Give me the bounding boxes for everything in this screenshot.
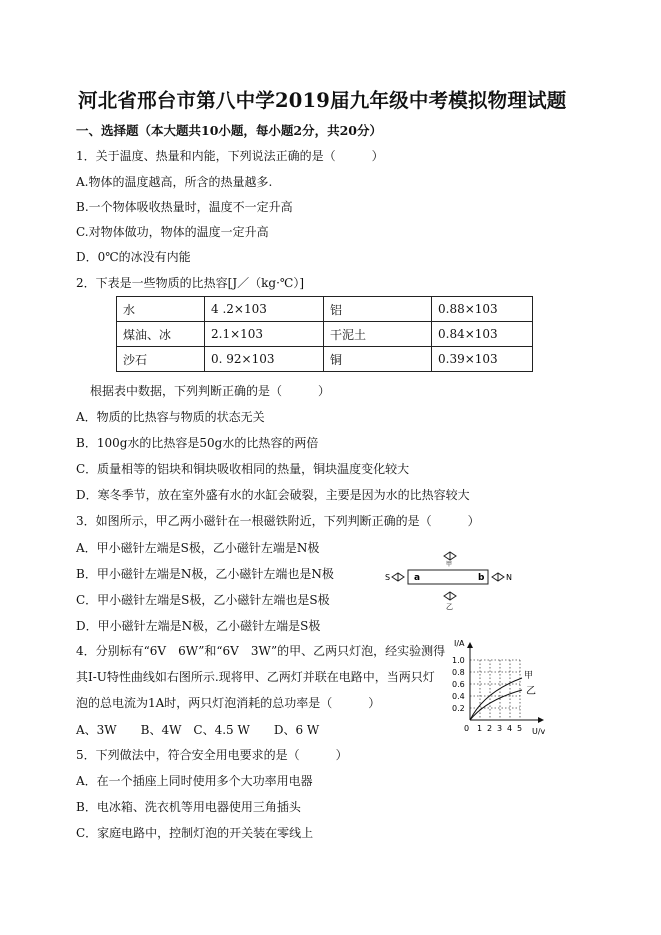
q2-option-c: C．质量相等的铝块和铜块吸收相同的热量，铜块温度变化较大 — [76, 462, 410, 476]
table-cell: 铜 — [324, 347, 432, 372]
q1-stem: 1．关于温度、热量和内能，下列说法正确的是（ ） — [76, 149, 384, 163]
q2-option-d: D．寒冬季节，放在室外盛有水的水缸会破裂，主要是因为水的比热容较大 — [76, 488, 470, 502]
x-tick: 5 — [517, 724, 523, 733]
specific-heat-table — [116, 296, 533, 372]
x-axis-arrow — [538, 717, 544, 723]
q4-line-3: 泡的总电流为1A时，两只灯泡消耗的总功率是（ ） — [76, 696, 381, 710]
table-cell: 0.88×103 — [432, 297, 533, 322]
left-needle-label: S — [385, 573, 391, 582]
table-cell: 0.39×103 — [432, 347, 533, 372]
graph-grid — [470, 660, 520, 720]
q3-option-a: A．甲小磁针左端是S极，乙小磁针左端是N极 — [76, 541, 320, 555]
x-tick: 1 — [477, 724, 483, 733]
table-cell: 铝 — [324, 297, 432, 322]
right-needle-label: N — [506, 573, 512, 582]
table-cell: 4 .2×103 — [205, 297, 324, 322]
origin-label: 0 — [464, 724, 470, 733]
table-cell: 沙石 — [117, 347, 205, 372]
left-needle — [392, 573, 404, 581]
q3-stem: 3．如图所示，甲乙两小磁针在一根磁铁附近，下列判断正确的是（ ） — [76, 514, 480, 528]
right-needle — [492, 573, 504, 581]
magnet-end-a: a — [414, 573, 421, 583]
x-axis-label: U/v — [532, 727, 546, 736]
magnet-end-b: b — [478, 573, 485, 583]
q4-options: A、3W B、4W C、4.5 W D、6 W — [76, 723, 320, 737]
x-tick: 3 — [497, 724, 503, 733]
table-cell: 干泥土 — [324, 322, 432, 347]
q5-option-a: A．在一个插座上同时使用多个大功率用电器 — [76, 774, 313, 788]
q3-option-b: B．甲小磁针左端是N极，乙小磁针左端也是N极 — [76, 567, 334, 581]
q4-line-1: 4．分别标有“6V 6W”和“6V 3W”的甲、乙两只灯泡，经实验测得 — [76, 644, 446, 658]
magnet-figure — [384, 548, 520, 612]
section-heading: 一、选择题（本大题共10小题，每小题2分，共20分） — [76, 123, 382, 138]
y-axis-label: I/A — [454, 639, 465, 648]
table-cell: 水 — [117, 297, 205, 322]
q1-option-a: A.物体的温度越高，所含的热量越多. — [76, 175, 273, 189]
table-cell: 2.1×103 — [205, 322, 324, 347]
q4-line-2: 其I-U特性曲线如右图所示.现将甲、乙两灯并联在电路中，当两只灯 — [76, 670, 435, 684]
q2-option-b: B．100g水的比热容是50g水的比热容的两倍 — [76, 436, 319, 450]
q1-option-c: C.对物体做功，物体的温度一定升高 — [76, 225, 269, 239]
curve-yi — [470, 690, 522, 720]
q1-option-d: D．0℃的冰没有内能 — [76, 250, 191, 264]
y-tick: 1.0 — [452, 656, 465, 665]
y-axis-arrow — [467, 642, 473, 648]
q5-option-b: B．电冰箱、洗衣机等用电器使用三角插头 — [76, 800, 301, 814]
label-jia: 甲 — [446, 561, 453, 568]
table-row — [117, 347, 533, 372]
y-tick: 0.6 — [452, 680, 465, 689]
iu-graph — [440, 634, 556, 738]
x-tick: 4 — [507, 724, 513, 733]
q2-stem: 2．下表是一些物质的比热容[J／（kg·℃）] — [76, 276, 305, 290]
q5-stem: 5．下列做法中，符合安全用电要求的是（ ） — [76, 748, 348, 762]
q1-option-b: B.一个物体吸收热量时，温度不一定升高 — [76, 200, 293, 214]
curve-jia-label: 甲 — [524, 671, 534, 681]
q2-option-a: A．物质的比热容与物质的状态无关 — [76, 410, 265, 424]
x-tick: 2 — [487, 724, 493, 733]
curve-yi-label: 乙 — [526, 686, 536, 697]
table-row — [117, 322, 533, 347]
needle-yi — [444, 592, 456, 600]
y-tick: 0.8 — [452, 668, 465, 677]
q2-prompt: 根据表中数据，下列判断正确的是（ ） — [90, 384, 331, 398]
page-title: 河北省邢台市第八中学2019届九年级中考模拟物理试题 — [78, 89, 567, 112]
needle-jia — [444, 552, 456, 560]
y-tick: 0.4 — [452, 692, 465, 701]
table-cell: 0. 92×103 — [205, 347, 324, 372]
table-cell: 0.84×103 — [432, 322, 533, 347]
label-yi: 乙 — [446, 603, 453, 611]
table-row — [117, 297, 533, 322]
q3-option-c: C．甲小磁针左端是S极，乙小磁针左端也是S极 — [76, 593, 330, 607]
table-cell: 煤油、冰 — [117, 322, 205, 347]
y-tick: 0.2 — [452, 704, 465, 713]
q5-option-c: C．家庭电路中，控制灯泡的开关装在零线上 — [76, 826, 314, 840]
q3-option-d: D．甲小磁针左端是N极，乙小磁针左端是S极 — [76, 619, 321, 633]
